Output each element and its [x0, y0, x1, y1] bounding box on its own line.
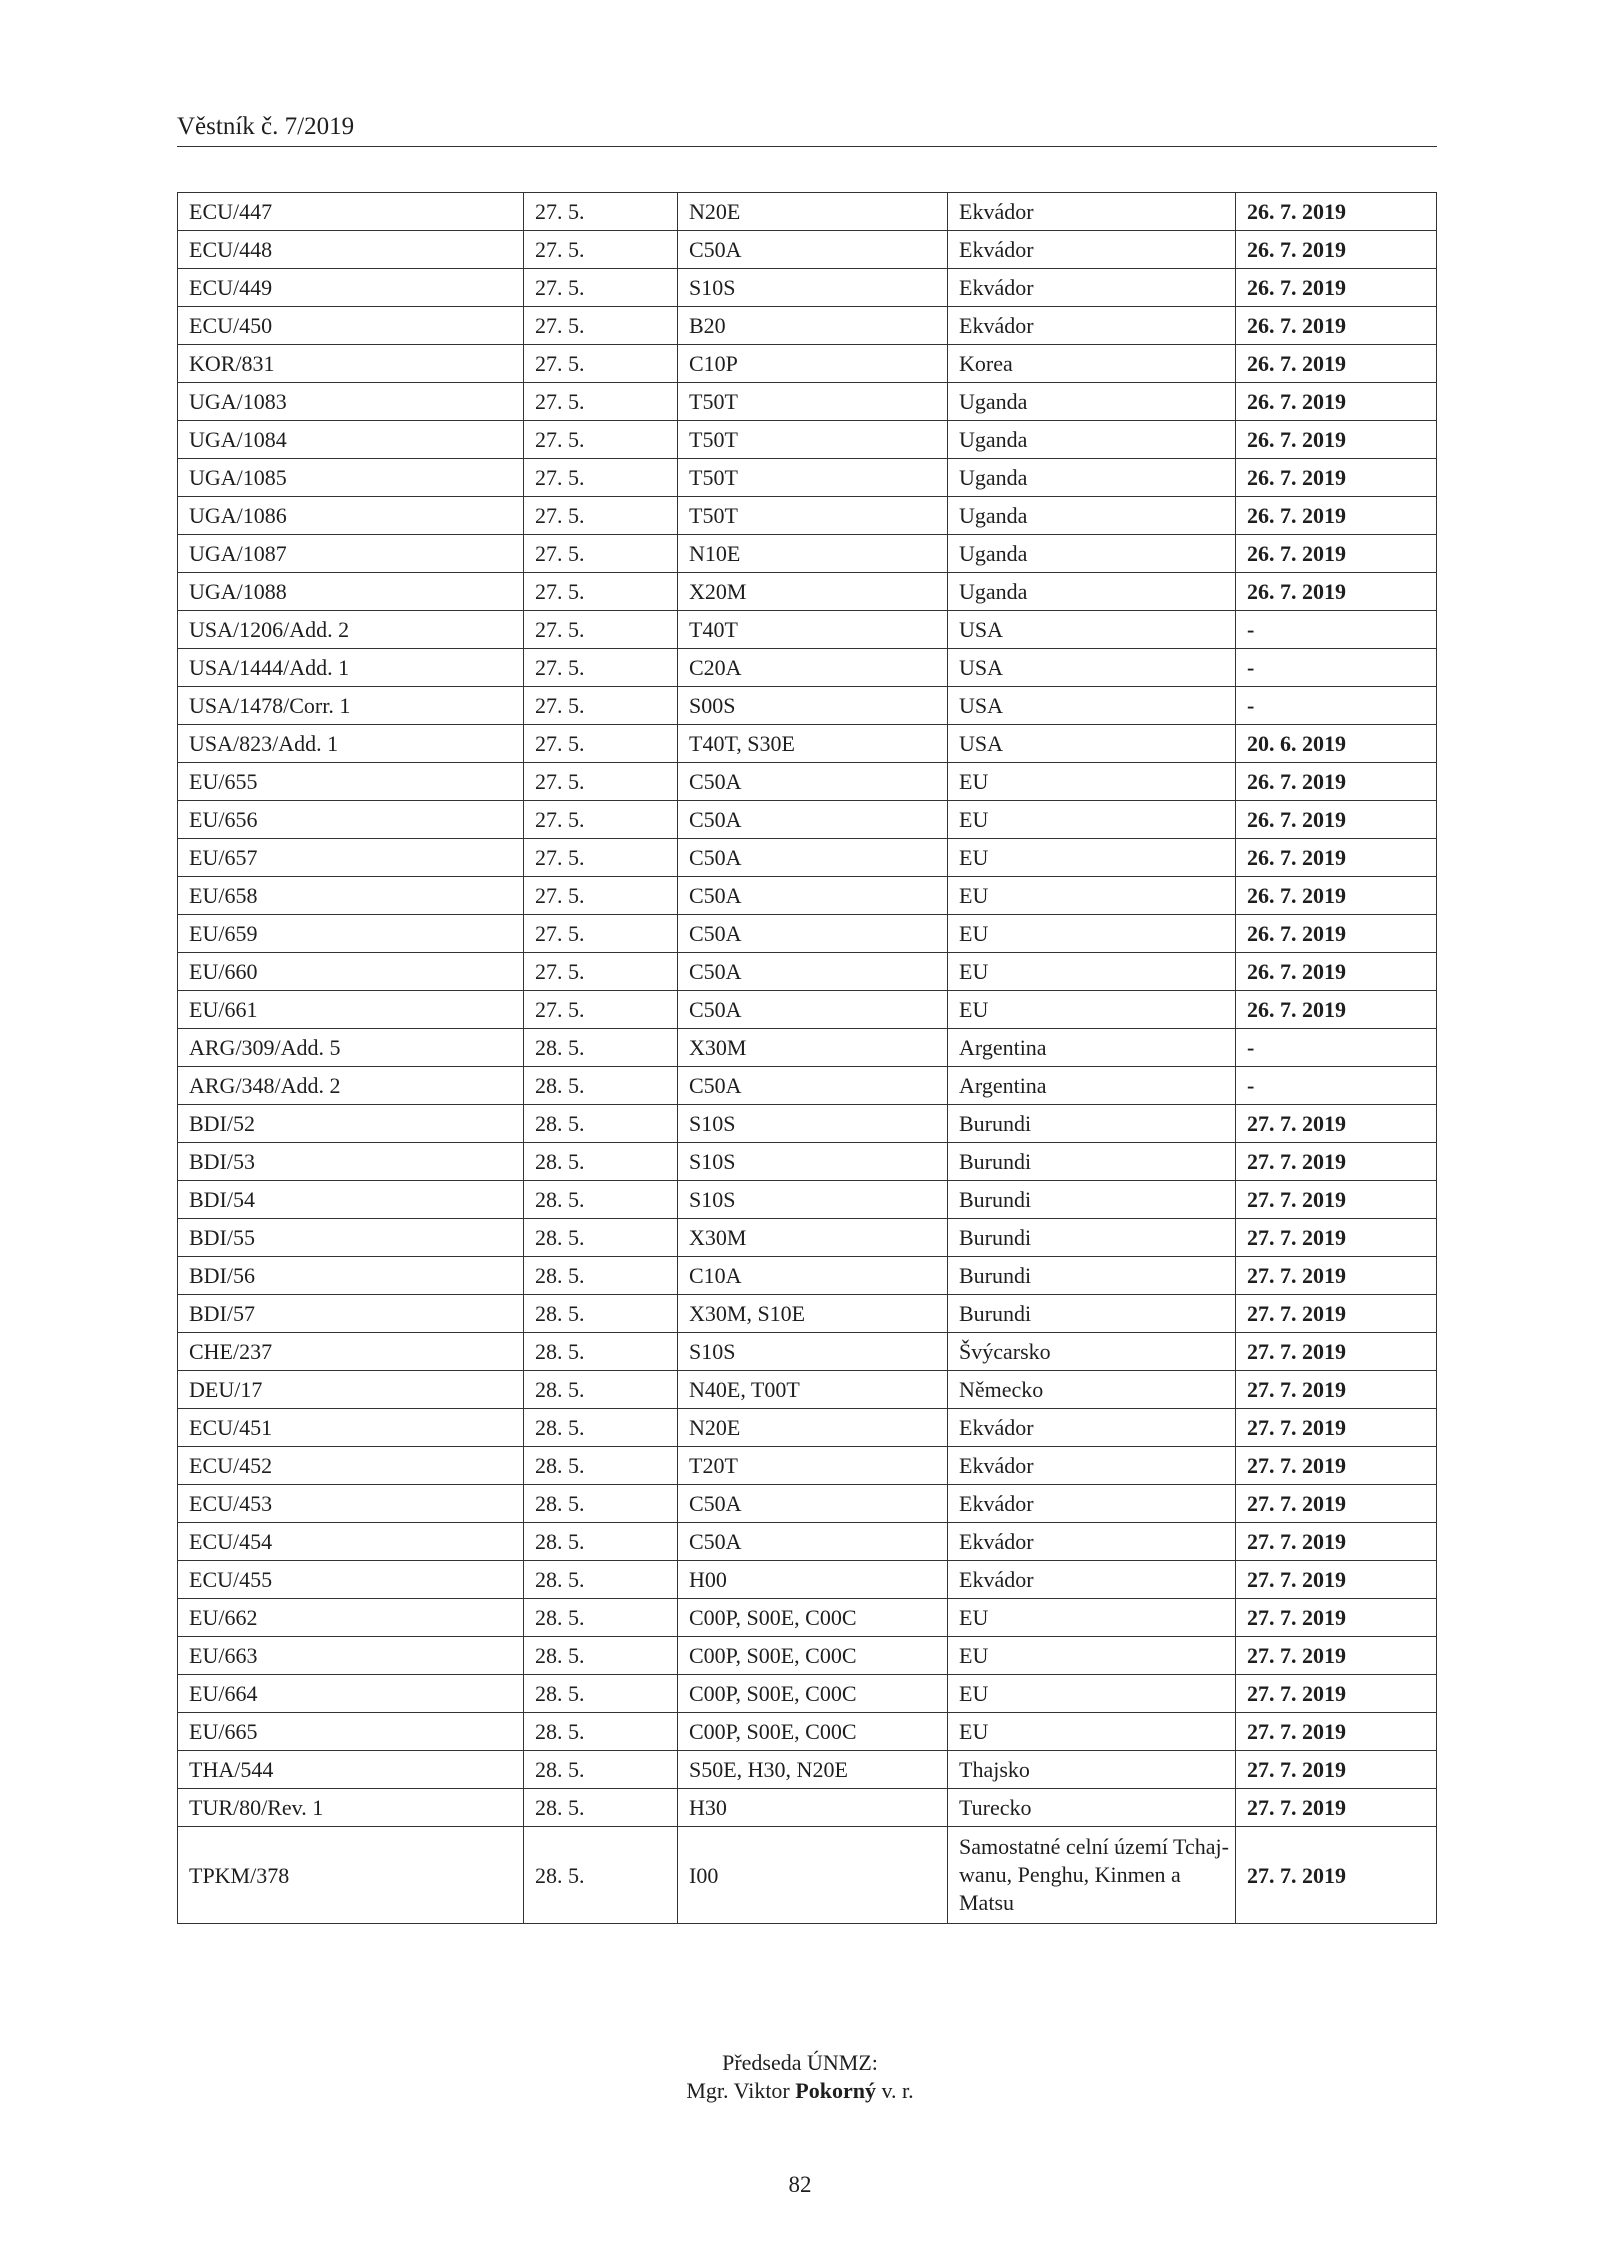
country-cell: Burundi [948, 1181, 1236, 1219]
deadline-cell: 26. 7. 2019 [1236, 915, 1437, 953]
deadline-cell: - [1236, 1067, 1437, 1105]
date-cell: 28. 5. [524, 1219, 678, 1257]
table-row [178, 1295, 1437, 1333]
country-cell: Ekvádor [948, 1447, 1236, 1485]
notification-id-cell: USA/823/Add. 1 [178, 725, 524, 763]
journal-title: Věstník č. 7/2019 [177, 113, 355, 140]
date-cell: 28. 5. [524, 1105, 678, 1143]
deadline-cell: - [1236, 1029, 1437, 1067]
date-cell: 28. 5. [524, 1713, 678, 1751]
date-cell: 27. 5. [524, 345, 678, 383]
date-cell: 28. 5. [524, 1257, 678, 1295]
country-cell: EU [948, 1713, 1236, 1751]
notification-id-cell: EU/659 [178, 915, 524, 953]
ics-code-cell: X30M [678, 1219, 948, 1257]
country-cell: EU [948, 763, 1236, 801]
country-cell: EU [948, 953, 1236, 991]
deadline-cell: 27. 7. 2019 [1236, 1409, 1437, 1447]
ics-code-cell: C50A [678, 1523, 948, 1561]
date-cell: 28. 5. [524, 1181, 678, 1219]
notification-id-cell: ECU/447 [178, 193, 524, 231]
date-cell: 27. 5. [524, 459, 678, 497]
notification-id-cell: UGA/1085 [178, 459, 524, 497]
deadline-cell: - [1236, 687, 1437, 725]
deadline-cell: 27. 7. 2019 [1236, 1523, 1437, 1561]
ics-code-cell: X20M [678, 573, 948, 611]
notification-id-cell: ECU/451 [178, 1409, 524, 1447]
ics-code-cell: T50T [678, 383, 948, 421]
date-cell: 28. 5. [524, 1409, 678, 1447]
table-row [178, 535, 1437, 573]
page-number: 82 [788, 2172, 812, 2197]
country-cell: Uganda [948, 497, 1236, 535]
table-row [178, 345, 1437, 383]
country-cell: EU [948, 1599, 1236, 1637]
date-cell: 27. 5. [524, 801, 678, 839]
date-cell: 28. 5. [524, 1637, 678, 1675]
table-row [178, 421, 1437, 459]
ics-code-cell: S10S [678, 1143, 948, 1181]
ics-code-cell: C50A [678, 1485, 948, 1523]
notification-id-cell: EU/658 [178, 877, 524, 915]
table-row [178, 1447, 1437, 1485]
notification-id-cell: EU/663 [178, 1637, 524, 1675]
notification-id-cell: ECU/454 [178, 1523, 524, 1561]
deadline-cell: 27. 7. 2019 [1236, 1599, 1437, 1637]
date-cell: 27. 5. [524, 611, 678, 649]
deadline-cell: 27. 7. 2019 [1236, 1333, 1437, 1371]
date-cell: 27. 5. [524, 573, 678, 611]
notification-id-cell: KOR/831 [178, 345, 524, 383]
country-cell: Švýcarsko [948, 1333, 1236, 1371]
date-cell: 28. 5. [524, 1333, 678, 1371]
country-cell: Ekvádor [948, 269, 1236, 307]
country-cell: EU [948, 801, 1236, 839]
notification-id-cell: ARG/348/Add. 2 [178, 1067, 524, 1105]
date-cell: 28. 5. [524, 1485, 678, 1523]
table-row [178, 915, 1437, 953]
ics-code-cell: H30 [678, 1789, 948, 1827]
signature-role: Předseda ÚNMZ: [722, 2050, 878, 2075]
table-row [178, 1523, 1437, 1561]
table-row [178, 687, 1437, 725]
ics-code-cell: C50A [678, 915, 948, 953]
date-cell: 27. 5. [524, 231, 678, 269]
ics-code-cell: X30M [678, 1029, 948, 1067]
deadline-cell: 27. 7. 2019 [1236, 1637, 1437, 1675]
date-cell: 27. 5. [524, 383, 678, 421]
table-row [178, 725, 1437, 763]
ics-code-cell: C00P, S00E, C00C [678, 1637, 948, 1675]
date-cell: 28. 5. [524, 1599, 678, 1637]
date-cell: 27. 5. [524, 307, 678, 345]
table-row [178, 231, 1437, 269]
ics-code-cell: S50E, H30, N20E [678, 1751, 948, 1789]
date-cell: 28. 5. [524, 1827, 678, 1924]
notification-id-cell: UGA/1084 [178, 421, 524, 459]
table-row [178, 307, 1437, 345]
country-cell: Burundi [948, 1219, 1236, 1257]
table-row [178, 1143, 1437, 1181]
ics-code-cell: I00 [678, 1827, 948, 1924]
country-cell: USA [948, 649, 1236, 687]
notification-id-cell: BDI/57 [178, 1295, 524, 1333]
table-row [178, 1675, 1437, 1713]
table-row [178, 1485, 1437, 1523]
date-cell: 28. 5. [524, 1295, 678, 1333]
deadline-cell: 27. 7. 2019 [1236, 1751, 1437, 1789]
date-cell: 27. 5. [524, 421, 678, 459]
date-cell: 27. 5. [524, 839, 678, 877]
deadline-cell: 27. 7. 2019 [1236, 1143, 1437, 1181]
ics-code-cell: S10S [678, 1105, 948, 1143]
signature-block [0, 2049, 1600, 2105]
table-row [178, 1561, 1437, 1599]
notification-id-cell: EU/656 [178, 801, 524, 839]
country-cell: Uganda [948, 459, 1236, 497]
date-cell: 28. 5. [524, 1029, 678, 1067]
date-cell: 27. 5. [524, 497, 678, 535]
notification-id-cell: ARG/309/Add. 5 [178, 1029, 524, 1067]
deadline-cell: 27. 7. 2019 [1236, 1105, 1437, 1143]
table-row [178, 1067, 1437, 1105]
country-cell: Argentina [948, 1067, 1236, 1105]
date-cell: 28. 5. [524, 1789, 678, 1827]
notifications-table [177, 192, 1437, 1924]
notification-id-cell: EU/661 [178, 991, 524, 1029]
deadline-cell: 20. 6. 2019 [1236, 725, 1437, 763]
deadline-cell: 27. 7. 2019 [1236, 1713, 1437, 1751]
deadline-cell: 26. 7. 2019 [1236, 345, 1437, 383]
notification-id-cell: ECU/452 [178, 1447, 524, 1485]
date-cell: 28. 5. [524, 1067, 678, 1105]
ics-code-cell: C50A [678, 991, 948, 1029]
notification-id-cell: UGA/1087 [178, 535, 524, 573]
date-cell: 27. 5. [524, 725, 678, 763]
ics-code-cell: N10E [678, 535, 948, 573]
table-row [178, 953, 1437, 991]
deadline-cell: 27. 7. 2019 [1236, 1371, 1437, 1409]
deadline-cell: 26. 7. 2019 [1236, 877, 1437, 915]
table-row [178, 1219, 1437, 1257]
ics-code-cell: C50A [678, 801, 948, 839]
country-cell: USA [948, 725, 1236, 763]
ics-code-cell: C50A [678, 1067, 948, 1105]
country-cell: Ekvádor [948, 231, 1236, 269]
deadline-cell: 26. 7. 2019 [1236, 839, 1437, 877]
deadline-cell: 27. 7. 2019 [1236, 1675, 1437, 1713]
notification-id-cell: ECU/450 [178, 307, 524, 345]
date-cell: 28. 5. [524, 1675, 678, 1713]
table-row [178, 1181, 1437, 1219]
table-row [178, 1105, 1437, 1143]
deadline-cell: 26. 7. 2019 [1236, 269, 1437, 307]
country-cell: Argentina [948, 1029, 1236, 1067]
ics-code-cell: C00P, S00E, C00C [678, 1599, 948, 1637]
date-cell: 27. 5. [524, 649, 678, 687]
date-cell: 28. 5. [524, 1561, 678, 1599]
country-cell: Ekvádor [948, 1409, 1236, 1447]
ics-code-cell: S10S [678, 1333, 948, 1371]
ics-code-cell: C10P [678, 345, 948, 383]
ics-code-cell: N40E, T00T [678, 1371, 948, 1409]
table-row [178, 193, 1437, 231]
table-row [178, 1713, 1437, 1751]
notification-id-cell: TUR/80/Rev. 1 [178, 1789, 524, 1827]
deadline-cell: 26. 7. 2019 [1236, 383, 1437, 421]
country-cell: USA [948, 611, 1236, 649]
signature-name-prefix: Mgr. Viktor [686, 2078, 790, 2103]
ics-code-cell: B20 [678, 307, 948, 345]
ics-code-cell: C00P, S00E, C00C [678, 1713, 948, 1751]
date-cell: 27. 5. [524, 687, 678, 725]
country-cell: EU [948, 991, 1236, 1029]
country-cell: Uganda [948, 573, 1236, 611]
notification-id-cell: ECU/455 [178, 1561, 524, 1599]
country-cell: Ekvádor [948, 1485, 1236, 1523]
deadline-cell: 26. 7. 2019 [1236, 953, 1437, 991]
date-cell: 28. 5. [524, 1447, 678, 1485]
country-cell: Thajsko [948, 1751, 1236, 1789]
deadline-cell: 26. 7. 2019 [1236, 459, 1437, 497]
notification-id-cell: ECU/449 [178, 269, 524, 307]
country-cell: Samostatné celní území Tchaj-wanu, Penghu, Kinmen a Matsu [948, 1827, 1236, 1924]
ics-code-cell: T50T [678, 459, 948, 497]
date-cell: 27. 5. [524, 991, 678, 1029]
ics-code-cell: T50T [678, 421, 948, 459]
table-row [178, 839, 1437, 877]
notification-id-cell: UGA/1088 [178, 573, 524, 611]
deadline-cell: 27. 7. 2019 [1236, 1257, 1437, 1295]
table-row [178, 1637, 1437, 1675]
deadline-cell: 26. 7. 2019 [1236, 763, 1437, 801]
country-cell: EU [948, 877, 1236, 915]
notification-id-cell: EU/662 [178, 1599, 524, 1637]
notification-id-cell: BDI/55 [178, 1219, 524, 1257]
notification-id-cell: EU/660 [178, 953, 524, 991]
country-cell: Burundi [948, 1257, 1236, 1295]
notification-id-cell: EU/655 [178, 763, 524, 801]
table-row [178, 1029, 1437, 1067]
notification-id-cell: EU/665 [178, 1713, 524, 1751]
notification-id-cell: ECU/448 [178, 231, 524, 269]
deadline-cell: 26. 7. 2019 [1236, 421, 1437, 459]
ics-code-cell: T40T, S30E [678, 725, 948, 763]
deadline-cell: - [1236, 649, 1437, 687]
notification-id-cell: DEU/17 [178, 1371, 524, 1409]
table-row [178, 1371, 1437, 1409]
ics-code-cell: C50A [678, 231, 948, 269]
table-row [178, 649, 1437, 687]
notification-id-cell: BDI/56 [178, 1257, 524, 1295]
country-cell: Ekvádor [948, 193, 1236, 231]
ics-code-cell: C50A [678, 953, 948, 991]
ics-code-cell: C00P, S00E, C00C [678, 1675, 948, 1713]
ics-code-cell: S00S [678, 687, 948, 725]
ics-code-cell: N20E [678, 193, 948, 231]
table-row [178, 801, 1437, 839]
date-cell: 28. 5. [524, 1371, 678, 1409]
deadline-cell: 26. 7. 2019 [1236, 801, 1437, 839]
notification-id-cell: USA/1478/Corr. 1 [178, 687, 524, 725]
deadline-cell: - [1236, 611, 1437, 649]
deadline-cell: 27. 7. 2019 [1236, 1561, 1437, 1599]
ics-code-cell: N20E [678, 1409, 948, 1447]
ics-code-cell: T20T [678, 1447, 948, 1485]
signature-name-suffix: v. r. [881, 2078, 914, 2103]
deadline-cell: 27. 7. 2019 [1236, 1827, 1437, 1924]
table-row [178, 269, 1437, 307]
country-cell: Uganda [948, 535, 1236, 573]
ics-code-cell: C50A [678, 839, 948, 877]
notification-id-cell: BDI/52 [178, 1105, 524, 1143]
table-row [178, 1827, 1437, 1924]
ics-code-cell: S10S [678, 1181, 948, 1219]
table-row [178, 877, 1437, 915]
notification-id-cell: BDI/54 [178, 1181, 524, 1219]
table-row [178, 611, 1437, 649]
deadline-cell: 27. 7. 2019 [1236, 1219, 1437, 1257]
table-row [178, 1751, 1437, 1789]
table-row [178, 497, 1437, 535]
table-row [178, 991, 1437, 1029]
country-cell: Ekvádor [948, 307, 1236, 345]
deadline-cell: 26. 7. 2019 [1236, 573, 1437, 611]
table-row [178, 1333, 1437, 1371]
ics-code-cell: C50A [678, 763, 948, 801]
ics-code-cell: S10S [678, 269, 948, 307]
deadline-cell: 26. 7. 2019 [1236, 193, 1437, 231]
table-row [178, 1409, 1437, 1447]
notification-id-cell: THA/544 [178, 1751, 524, 1789]
country-cell: Uganda [948, 383, 1236, 421]
notification-id-cell: EU/664 [178, 1675, 524, 1713]
deadline-cell: 27. 7. 2019 [1236, 1295, 1437, 1333]
ics-code-cell: H00 [678, 1561, 948, 1599]
country-cell: Korea [948, 345, 1236, 383]
date-cell: 27. 5. [524, 877, 678, 915]
country-cell: EU [948, 915, 1236, 953]
notification-id-cell: USA/1206/Add. 2 [178, 611, 524, 649]
notification-id-cell: CHE/237 [178, 1333, 524, 1371]
table-row [178, 573, 1437, 611]
deadline-cell: 26. 7. 2019 [1236, 231, 1437, 269]
ics-code-cell: X30M, S10E [678, 1295, 948, 1333]
signature-name [0, 2077, 1600, 2105]
notification-id-cell: TPKM/378 [178, 1827, 524, 1924]
deadline-cell: 26. 7. 2019 [1236, 497, 1437, 535]
page-header [177, 112, 1437, 147]
country-cell: Německo [948, 1371, 1236, 1409]
date-cell: 27. 5. [524, 535, 678, 573]
date-cell: 27. 5. [524, 953, 678, 991]
ics-code-cell: C10A [678, 1257, 948, 1295]
date-cell: 28. 5. [524, 1523, 678, 1561]
country-cell: Burundi [948, 1295, 1236, 1333]
notification-id-cell: UGA/1083 [178, 383, 524, 421]
date-cell: 28. 5. [524, 1143, 678, 1181]
table-row [178, 1789, 1437, 1827]
table-row [178, 1257, 1437, 1295]
notification-id-cell: EU/657 [178, 839, 524, 877]
date-cell: 27. 5. [524, 915, 678, 953]
country-cell: Turecko [948, 1789, 1236, 1827]
ics-code-cell: C50A [678, 877, 948, 915]
country-cell: Burundi [948, 1105, 1236, 1143]
table-row [178, 763, 1437, 801]
deadline-cell: 27. 7. 2019 [1236, 1181, 1437, 1219]
ics-code-cell: C20A [678, 649, 948, 687]
notification-id-cell: UGA/1086 [178, 497, 524, 535]
notification-id-cell: ECU/453 [178, 1485, 524, 1523]
deadline-cell: 26. 7. 2019 [1236, 991, 1437, 1029]
country-cell: EU [948, 1637, 1236, 1675]
table-row [178, 383, 1437, 421]
ics-code-cell: T50T [678, 497, 948, 535]
deadline-cell: 27. 7. 2019 [1236, 1447, 1437, 1485]
date-cell: 27. 5. [524, 763, 678, 801]
country-cell: EU [948, 1675, 1236, 1713]
table-row [178, 459, 1437, 497]
date-cell: 27. 5. [524, 193, 678, 231]
country-cell: Uganda [948, 421, 1236, 459]
deadline-cell: 26. 7. 2019 [1236, 307, 1437, 345]
country-cell: USA [948, 687, 1236, 725]
date-cell: 27. 5. [524, 269, 678, 307]
deadline-cell: 27. 7. 2019 [1236, 1485, 1437, 1523]
signature-surname: Pokorný [795, 2078, 876, 2103]
country-cell: Burundi [948, 1143, 1236, 1181]
table-row [178, 1599, 1437, 1637]
date-cell: 28. 5. [524, 1751, 678, 1789]
deadline-cell: 27. 7. 2019 [1236, 1789, 1437, 1827]
country-cell: Ekvádor [948, 1523, 1236, 1561]
ics-code-cell: T40T [678, 611, 948, 649]
deadline-cell: 26. 7. 2019 [1236, 535, 1437, 573]
country-cell: Ekvádor [948, 1561, 1236, 1599]
table-body [178, 193, 1437, 1924]
notification-id-cell: BDI/53 [178, 1143, 524, 1181]
country-cell: EU [948, 839, 1236, 877]
notification-id-cell: USA/1444/Add. 1 [178, 649, 524, 687]
